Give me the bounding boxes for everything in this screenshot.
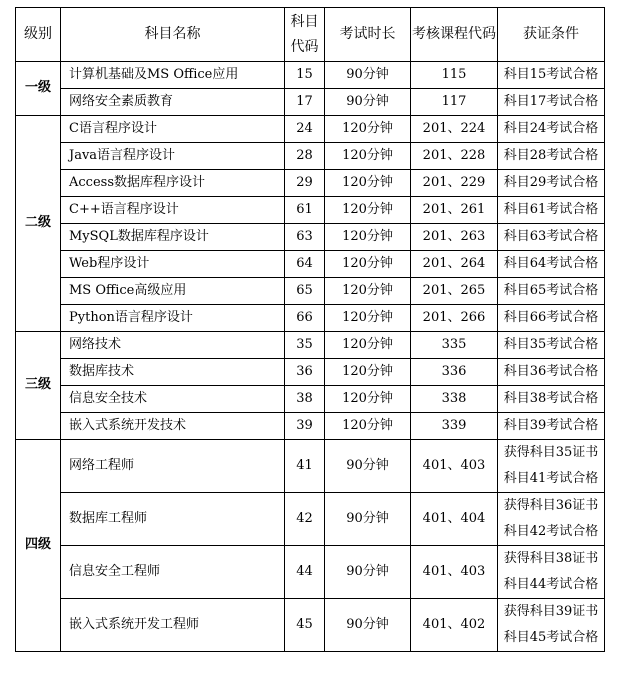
table-row [16, 359, 605, 386]
condition-cell [498, 62, 605, 89]
subject-code-cell: 29 [285, 170, 325, 197]
condition-cell [498, 493, 605, 546]
level-cell: 一级 [16, 62, 61, 116]
condition-line: 科目41考试合格 [503, 471, 599, 486]
subject-code-cell: 15 [285, 62, 325, 89]
subject-name-cell: 网络工程师 [61, 440, 285, 493]
table-row [16, 413, 605, 440]
duration-cell: 90分钟 [325, 89, 411, 116]
condition-cell [498, 143, 605, 170]
condition-line: 科目66考试合格 [503, 310, 599, 325]
course-code-cell: 339 [411, 413, 498, 440]
condition-line: 科目28考试合格 [503, 148, 599, 163]
condition-line: 科目15考试合格 [503, 67, 599, 82]
condition-line: 获得科目36证书 [503, 498, 599, 513]
table-row [16, 278, 605, 305]
table-row [16, 116, 605, 143]
subject-code-cell: 44 [285, 546, 325, 599]
duration-cell: 120分钟 [325, 116, 411, 143]
condition-cell [498, 197, 605, 224]
duration-cell: 90分钟 [325, 546, 411, 599]
subject-name-cell: 计算机基础及MS Office应用 [61, 62, 285, 89]
subject-code-cell: 24 [285, 116, 325, 143]
table-row [16, 89, 605, 116]
condition-cell [498, 599, 605, 652]
subject-name-cell: 信息安全技术 [61, 386, 285, 413]
course-code-cell: 401、403 [411, 546, 498, 599]
condition-cell [498, 278, 605, 305]
course-code-cell: 201、229 [411, 170, 498, 197]
subject-name-cell: Python语言程序设计 [61, 305, 285, 332]
subject-code-cell: 45 [285, 599, 325, 652]
duration-cell: 120分钟 [325, 224, 411, 251]
duration-cell: 90分钟 [325, 440, 411, 493]
duration-cell: 90分钟 [325, 599, 411, 652]
duration-cell: 90分钟 [325, 62, 411, 89]
condition-line: 科目29考试合格 [503, 175, 599, 190]
level-cell: 三级 [16, 332, 61, 440]
subject-name-cell: 嵌入式系统开发技术 [61, 413, 285, 440]
condition-cell [498, 170, 605, 197]
subject-code-cell: 38 [285, 386, 325, 413]
duration-cell: 120分钟 [325, 359, 411, 386]
course-code-cell: 201、264 [411, 251, 498, 278]
course-code-cell: 117 [411, 89, 498, 116]
subject-name-cell: 数据库技术 [61, 359, 285, 386]
condition-cell [498, 89, 605, 116]
exam-subject-table [15, 7, 605, 652]
duration-cell: 120分钟 [325, 332, 411, 359]
table-row [16, 493, 605, 546]
header-subject-name: 科目名称 [61, 8, 285, 62]
subject-code-cell: 63 [285, 224, 325, 251]
condition-cell [498, 440, 605, 493]
subject-code-cell: 36 [285, 359, 325, 386]
table-row [16, 332, 605, 359]
duration-cell: 120分钟 [325, 170, 411, 197]
table-row [16, 386, 605, 413]
table-row [16, 440, 605, 493]
course-code-cell: 338 [411, 386, 498, 413]
duration-cell: 120分钟 [325, 143, 411, 170]
subject-name-cell: 嵌入式系统开发工程师 [61, 599, 285, 652]
condition-line: 科目39考试合格 [503, 418, 599, 433]
condition-line: 科目61考试合格 [503, 202, 599, 217]
condition-cell [498, 413, 605, 440]
course-code-cell: 201、263 [411, 224, 498, 251]
header-level: 级别 [16, 8, 61, 62]
subject-code-cell: 28 [285, 143, 325, 170]
condition-line: 科目17考试合格 [503, 94, 599, 109]
duration-cell: 120分钟 [325, 197, 411, 224]
course-code-cell: 201、266 [411, 305, 498, 332]
condition-line: 科目64考试合格 [503, 256, 599, 271]
table-row [16, 143, 605, 170]
subject-code-cell: 64 [285, 251, 325, 278]
subject-name-cell: MySQL数据库程序设计 [61, 224, 285, 251]
subject-code-cell: 66 [285, 305, 325, 332]
subject-name-cell: Access数据库程序设计 [61, 170, 285, 197]
subject-code-cell: 39 [285, 413, 325, 440]
duration-cell: 90分钟 [325, 493, 411, 546]
table-row [16, 599, 605, 652]
course-code-cell: 335 [411, 332, 498, 359]
condition-line: 科目65考试合格 [503, 283, 599, 298]
condition-line: 科目63考试合格 [503, 229, 599, 244]
level-cell: 四级 [16, 440, 61, 652]
subject-name-cell: MS Office高级应用 [61, 278, 285, 305]
subject-name-cell: Web程序设计 [61, 251, 285, 278]
duration-cell: 120分钟 [325, 386, 411, 413]
subject-name-cell: 网络安全素质教育 [61, 89, 285, 116]
table-row [16, 546, 605, 599]
duration-cell: 120分钟 [325, 278, 411, 305]
condition-line: 科目45考试合格 [503, 630, 599, 645]
duration-cell: 120分钟 [325, 413, 411, 440]
table-row [16, 170, 605, 197]
condition-line: 获得科目39证书 [503, 604, 599, 619]
table-body [16, 62, 605, 652]
table-row [16, 251, 605, 278]
course-code-cell: 201、224 [411, 116, 498, 143]
condition-cell [498, 386, 605, 413]
condition-line: 科目42考试合格 [503, 524, 599, 539]
subject-name-cell: C++语言程序设计 [61, 197, 285, 224]
course-code-cell: 401、402 [411, 599, 498, 652]
header-row [16, 8, 605, 62]
subject-code-cell: 17 [285, 89, 325, 116]
course-code-cell: 401、403 [411, 440, 498, 493]
condition-line: 获得科目35证书 [503, 445, 599, 460]
condition-cell [498, 305, 605, 332]
course-code-cell: 401、404 [411, 493, 498, 546]
subject-code-cell: 41 [285, 440, 325, 493]
subject-name-cell: 网络技术 [61, 332, 285, 359]
table-row [16, 197, 605, 224]
condition-line: 获得科目38证书 [503, 551, 599, 566]
course-code-cell: 201、265 [411, 278, 498, 305]
condition-line: 科目38考试合格 [503, 391, 599, 406]
header-course-code: 考核课程代码 [411, 8, 498, 62]
condition-line: 科目36考试合格 [503, 364, 599, 379]
subject-code-cell: 61 [285, 197, 325, 224]
level-cell: 二级 [16, 116, 61, 332]
subject-name-cell: Java语言程序设计 [61, 143, 285, 170]
condition-line: 科目35考试合格 [503, 337, 599, 352]
duration-cell: 120分钟 [325, 305, 411, 332]
subject-name-cell: 信息安全工程师 [61, 546, 285, 599]
condition-cell [498, 116, 605, 143]
course-code-cell: 201、228 [411, 143, 498, 170]
subject-code-cell: 65 [285, 278, 325, 305]
table-row [16, 62, 605, 89]
header-duration: 考试时长 [325, 8, 411, 62]
subject-code-cell: 35 [285, 332, 325, 359]
condition-cell [498, 546, 605, 599]
table-header [16, 8, 605, 62]
condition-cell [498, 251, 605, 278]
condition-line: 科目44考试合格 [503, 577, 599, 592]
course-code-cell: 201、261 [411, 197, 498, 224]
condition-cell [498, 332, 605, 359]
header-subject-code: 科目代码 [285, 8, 325, 62]
subject-name-cell: C语言程序设计 [61, 116, 285, 143]
condition-cell [498, 359, 605, 386]
course-code-cell: 115 [411, 62, 498, 89]
subject-code-cell: 42 [285, 493, 325, 546]
condition-line: 科目24考试合格 [503, 121, 599, 136]
header-condition: 获证条件 [498, 8, 605, 62]
duration-cell: 120分钟 [325, 251, 411, 278]
condition-cell [498, 224, 605, 251]
table-row [16, 305, 605, 332]
subject-name-cell: 数据库工程师 [61, 493, 285, 546]
table-row [16, 224, 605, 251]
course-code-cell: 336 [411, 359, 498, 386]
